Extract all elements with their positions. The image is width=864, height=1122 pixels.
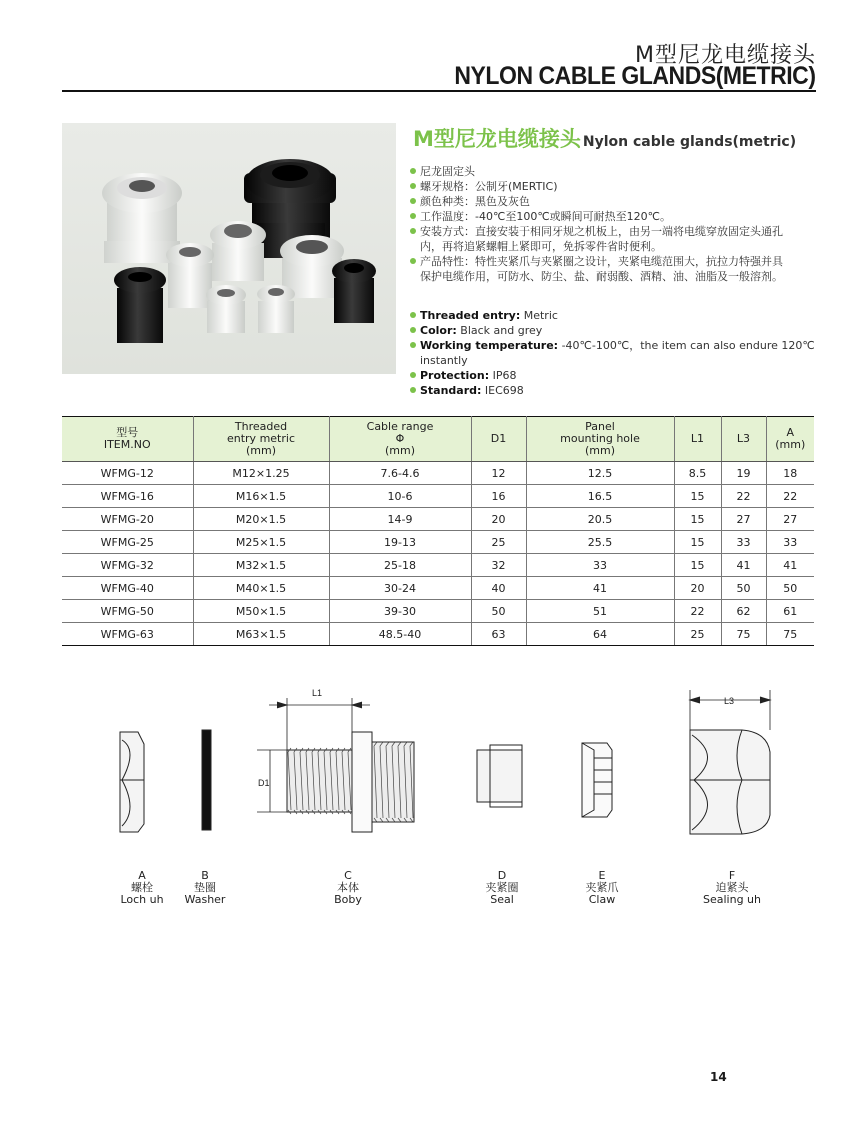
- table-cell: 22: [721, 485, 766, 508]
- spec-table-header: [62, 417, 814, 462]
- table-row: [62, 531, 814, 554]
- gland-white-small: [166, 243, 214, 308]
- table-cell: M16×1.5: [193, 485, 329, 508]
- table-cell: 33: [721, 531, 766, 554]
- spec-cn-item: 产品特性：特性夹紧爪与夹紧圈之设计，夹紧电缆范围大，抗拉力特强并具保护电缆作用，可防水、防尘、盐、耐弱酸、酒精、油、油脂及一般溶剂。: [410, 254, 790, 284]
- table-cell: 25.5: [526, 531, 674, 554]
- table-cell: 41: [766, 554, 814, 577]
- table-cell: M25×1.5: [193, 531, 329, 554]
- part-label-b: [165, 870, 245, 906]
- table-row: [62, 600, 814, 623]
- part-label-cn: 夹紧圈: [485, 881, 519, 894]
- table-cell: WFMG-16: [62, 485, 193, 508]
- spec-table-body: [62, 462, 814, 646]
- table-cell: 25: [471, 531, 526, 554]
- header-line: A: [786, 426, 795, 439]
- table-row: [62, 554, 814, 577]
- table-cell: 19: [721, 462, 766, 485]
- part-label-c: [308, 870, 388, 906]
- table-cell: 51: [526, 600, 674, 623]
- table-cell: WFMG-63: [62, 623, 193, 646]
- table-cell: 50: [471, 600, 526, 623]
- header-line: (mm): [775, 438, 806, 451]
- part-b-washer-drawing: [202, 730, 211, 830]
- header-line: ITEM.NO: [103, 438, 151, 451]
- page-title-cn: M型尼龙电缆接头: [635, 43, 816, 68]
- table-cell: 15: [674, 508, 721, 531]
- part-f-sealing-nut-drawing: [690, 690, 770, 834]
- table-cell: 15: [674, 554, 721, 577]
- table-cell: 41: [721, 554, 766, 577]
- spec-cn-item: 工作温度：-40℃至100℃或瞬间可耐热至120℃。: [410, 209, 790, 224]
- part-label-letter: C: [344, 869, 352, 882]
- table-cell: WFMG-50: [62, 600, 193, 623]
- part-label-e: [562, 870, 642, 906]
- part-label-letter: D: [497, 869, 507, 882]
- table-cell: 20: [674, 577, 721, 600]
- part-label-en: Sealing uh: [703, 893, 761, 906]
- table-row: [62, 462, 814, 485]
- table-cell: 27: [721, 508, 766, 531]
- table-cell: 63: [471, 623, 526, 646]
- column-header: [471, 417, 526, 462]
- header-line: L3: [736, 432, 751, 445]
- header-line: Threaded: [234, 420, 288, 433]
- table-cell: 33: [766, 531, 814, 554]
- bullet-icon: [410, 183, 416, 189]
- cable-glands-illustration: [62, 123, 396, 374]
- part-label-en: Boby: [334, 893, 362, 906]
- column-header: [674, 417, 721, 462]
- table-cell: 41: [526, 577, 674, 600]
- table-cell: WFMG-20: [62, 508, 193, 531]
- table-cell: 75: [766, 623, 814, 646]
- table-cell: 14-9: [329, 508, 471, 531]
- column-header: [721, 417, 766, 462]
- column-header: [193, 417, 329, 462]
- table-cell: M63×1.5: [193, 623, 329, 646]
- part-label-cn: 本体: [337, 881, 359, 894]
- header-line: 型号: [116, 426, 139, 439]
- header-line: (mm): [245, 444, 276, 457]
- column-header: [329, 417, 471, 462]
- table-cell: 16.5: [526, 485, 674, 508]
- part-e-claw-drawing: [582, 743, 612, 817]
- table-cell: 20: [471, 508, 526, 531]
- part-label-d: [462, 870, 542, 906]
- table-cell: 50: [721, 577, 766, 600]
- parts-diagram: [62, 680, 814, 910]
- table-cell: 12: [471, 462, 526, 485]
- gland-white-tiny-1: [206, 285, 246, 333]
- gland-white-tiny-2: [257, 285, 295, 333]
- spec-en-item: Standard: IEC698: [410, 383, 850, 398]
- table-cell: M20×1.5: [193, 508, 329, 531]
- part-label-en: Claw: [588, 893, 616, 906]
- table-cell: M40×1.5: [193, 577, 329, 600]
- table-cell: 62: [721, 600, 766, 623]
- part-label-cn: 迫紧头: [715, 881, 749, 894]
- gland-black-front: [114, 267, 166, 343]
- table-cell: 48.5-40: [329, 623, 471, 646]
- column-header: [526, 417, 674, 462]
- table-cell: 22: [766, 485, 814, 508]
- gland-white-medium: [210, 221, 266, 281]
- header-line: entry metric: [226, 432, 295, 445]
- bullet-icon: [410, 387, 416, 393]
- table-cell: WFMG-25: [62, 531, 193, 554]
- table-cell: 25: [674, 623, 721, 646]
- product-title-cn: M型尼龙电缆接头: [413, 127, 581, 151]
- table-cell: 39-30: [329, 600, 471, 623]
- header-line: D1: [490, 432, 507, 445]
- header-line: (mm): [584, 444, 615, 457]
- part-label-f: [692, 870, 772, 906]
- table-cell: 61: [766, 600, 814, 623]
- table-cell: 22: [674, 600, 721, 623]
- spec-cn-item: 颜色种类：黑色及灰色: [410, 194, 790, 209]
- table-cell: M12×1.25: [193, 462, 329, 485]
- spec-cn-item: 安装方式：直接安装于相同牙规之机板上，由另一端将电缆穿放固定头通孔内，再将追紧螺帽上紧即可，免拆零件省时便利。: [410, 224, 790, 254]
- table-cell: WFMG-12: [62, 462, 193, 485]
- table-cell: 15: [674, 531, 721, 554]
- table-row: [62, 577, 814, 600]
- spec-table: [62, 416, 814, 646]
- table-cell: WFMG-40: [62, 577, 193, 600]
- spec-en-item: Threaded entry: Metric: [410, 308, 850, 323]
- header-line: mounting hole: [560, 432, 640, 445]
- table-cell: 19-13: [329, 531, 471, 554]
- part-label-en: Washer: [184, 893, 226, 906]
- bullet-icon: [410, 198, 416, 204]
- product-photo: [62, 123, 396, 374]
- spec-cn-item: 螺牙规格：公制牙(MERTIC): [410, 179, 790, 194]
- part-label-cn: 螺栓: [131, 881, 153, 894]
- table-row: [62, 485, 814, 508]
- spec-cn-item: 尼龙固定头: [410, 164, 790, 179]
- part-label-cn: 夹紧爪: [585, 881, 619, 894]
- part-c-body-drawing: [287, 732, 414, 832]
- specs-cn-list: [410, 164, 790, 284]
- table-cell: 8.5: [674, 462, 721, 485]
- part-label-cn: 垫圈: [194, 881, 216, 894]
- table-cell: 50: [766, 577, 814, 600]
- part-label-en: Seal: [490, 893, 514, 906]
- table-cell: 25-18: [329, 554, 471, 577]
- gland-black-small: [332, 259, 376, 323]
- bullet-icon: [410, 168, 416, 174]
- specs-en-list: [410, 308, 850, 398]
- spec-en-item: Working temperature: -40℃-100℃，the item can also endure 120℃ instantly: [410, 338, 850, 368]
- header-line: Panel: [585, 420, 615, 433]
- spec-en-item: Protection: IP68: [410, 368, 850, 383]
- product-title: [413, 123, 796, 153]
- table-cell: 30-24: [329, 577, 471, 600]
- page-title-en: NYLON CABLE GLANDS(METRIC): [454, 62, 816, 90]
- part-label-letter: B: [201, 869, 209, 882]
- table-cell: 16: [471, 485, 526, 508]
- table-cell: M50×1.5: [193, 600, 329, 623]
- page-number: 14: [710, 1070, 727, 1084]
- header-line: L1: [690, 432, 705, 445]
- part-a-locknut-drawing: [120, 732, 144, 832]
- table-cell: 15: [674, 485, 721, 508]
- table-cell: 40: [471, 577, 526, 600]
- bullet-icon: [410, 342, 416, 348]
- bullet-icon: [410, 372, 416, 378]
- table-cell: 27: [766, 508, 814, 531]
- table-cell: WFMG-32: [62, 554, 193, 577]
- table-row: [62, 623, 814, 646]
- table-cell: M32×1.5: [193, 554, 329, 577]
- dim-label-l1: L1: [312, 688, 323, 698]
- table-row: [62, 508, 814, 531]
- table-cell: 20.5: [526, 508, 674, 531]
- bullet-icon: [410, 228, 416, 234]
- dim-label-l3: L3: [724, 696, 735, 706]
- spec-en-item: Color: Black and grey: [410, 323, 850, 338]
- title-divider: [62, 90, 816, 92]
- table-cell: 18: [766, 462, 814, 485]
- bullet-icon: [410, 213, 416, 219]
- dim-label-d1: D1: [258, 778, 270, 788]
- part-label-letter: A: [138, 869, 146, 882]
- column-header: [62, 417, 193, 462]
- header-line: Cable range: [366, 420, 434, 433]
- column-header: [766, 417, 814, 462]
- bullet-icon: [410, 258, 416, 264]
- part-label-letter: E: [598, 869, 606, 882]
- header-line: (mm): [384, 444, 415, 457]
- part-label-letter: F: [728, 869, 736, 882]
- table-cell: 32: [471, 554, 526, 577]
- header-line: Φ: [395, 432, 405, 445]
- table-cell: 7.6-4.6: [329, 462, 471, 485]
- table-cell: 64: [526, 623, 674, 646]
- part-label-en: Loch uh: [120, 893, 164, 906]
- part-d-seal-drawing: [477, 745, 522, 807]
- table-cell: 33: [526, 554, 674, 577]
- table-cell: 75: [721, 623, 766, 646]
- table-cell: 12.5: [526, 462, 674, 485]
- bullet-icon: [410, 327, 416, 333]
- product-title-en: Nylon cable glands(metric): [582, 134, 797, 150]
- table-cell: 10-6: [329, 485, 471, 508]
- bullet-icon: [410, 312, 416, 318]
